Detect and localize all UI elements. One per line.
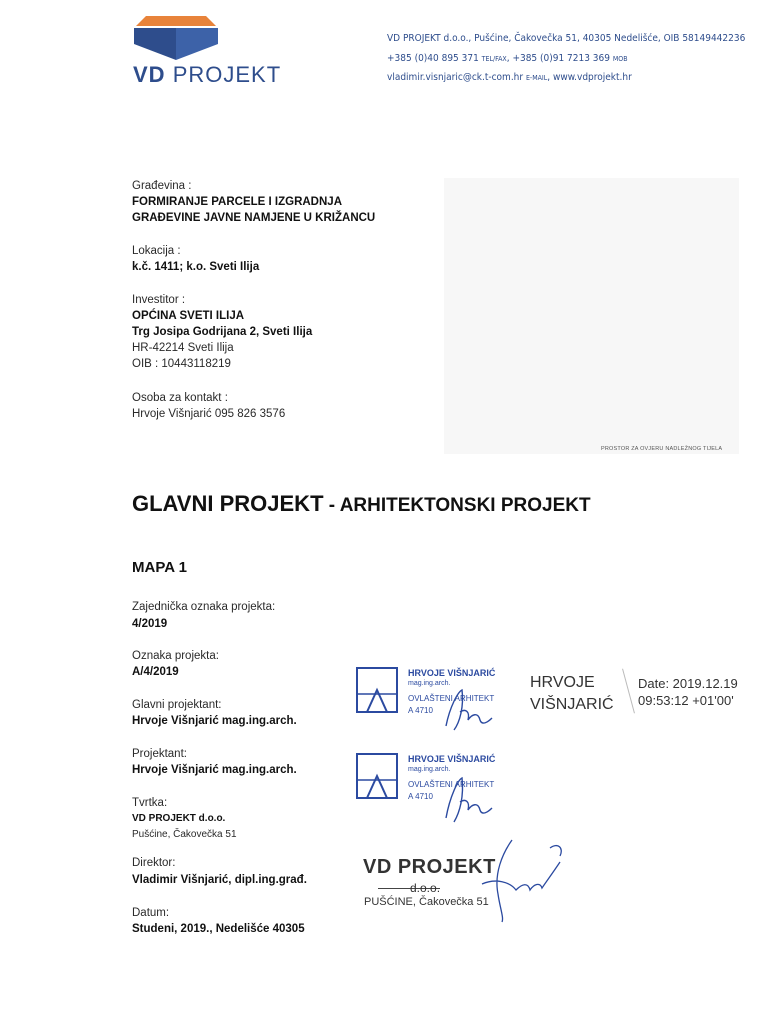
stamp2-num: A 4710: [408, 792, 433, 801]
stamp1-name: HRVOJE VIŠNJARIĆ: [408, 668, 496, 678]
director-signature-icon: [472, 834, 572, 924]
company-stamp-address: PUŠĆINE, Čakovečka 51: [364, 896, 489, 908]
kontakt-label: Osoba za kontakt :: [132, 392, 228, 404]
stamp2-auth: OVLAŠTENI ARHITEKT: [408, 780, 495, 789]
approval-stamp-caption: PROSTOR ZA OVJERU NADLEŽNOG TIJELA: [601, 446, 723, 452]
oznaka-projekta-value: A/4/2019: [132, 666, 179, 678]
direktor-value: Vladimir Višnjarić, dipl.ing.građ.: [132, 874, 307, 886]
signature-icon: [440, 686, 500, 736]
zajednicka-oznaka-label: Zajednička oznaka projekta:: [132, 601, 276, 613]
gradevina-line1: FORMIRANJE PARCELE I IZGRADNJA: [132, 196, 342, 208]
digital-signature-name: HRVOJE VIŠNJARIĆ: [530, 674, 614, 713]
projektant-value: Hrvoje Višnjarić mag.ing.arch.: [132, 764, 297, 776]
logo-wordmark: VD PROJEKT: [133, 62, 282, 87]
datum-value: Studeni, 2019., Nedelišće 40305: [132, 923, 305, 935]
vd-projekt-logo-icon: [132, 14, 220, 62]
architect-stamp-icon: [355, 752, 399, 802]
signature-icon: [440, 772, 500, 828]
tvrtka-address: Pušćine, Čakovečka 51: [132, 829, 237, 840]
header-contact-line: vladimir.visnjaric@ck.t-com.hr E-MAIL, www.vdprojekt.hr: [387, 72, 632, 83]
stamp1-title: mag.ing.arch.: [408, 680, 451, 687]
investitor-city: HR-42214 Sveti Ilija: [132, 342, 234, 354]
lokacija-label: Lokacija :: [132, 245, 181, 257]
gradevina-label: Građevina :: [132, 180, 192, 192]
glavni-projektant-value: Hrvoje Višnjarić mag.ing.arch.: [132, 715, 297, 727]
zajednicka-oznaka-value: 4/2019: [132, 618, 168, 630]
digital-signature-divider: [622, 669, 635, 714]
company-stamp-doo: d.o.o.: [410, 881, 441, 895]
stamp1-auth: OVLAŠTENI ARHITEKT: [408, 694, 495, 703]
architect-stamp-icon: [355, 666, 399, 716]
document-title: GLAVNI PROJEKT - ARHITEKTONSKI PROJEKT: [132, 491, 591, 516]
kontakt-value: Hrvoje Višnjarić 095 826 3576: [132, 408, 286, 420]
mapa-heading: MAPA 1: [132, 559, 188, 576]
company-stamp-name: VD PROJEKT: [363, 856, 496, 878]
gradevina-line2: GRAĐEVINE JAVNE NAMJENE U KRIŽANCU: [132, 212, 376, 224]
stamp2-title: mag.ing.arch.: [408, 766, 451, 773]
investitor-address: Trg Josipa Godrijana 2, Sveti Ilija: [132, 326, 313, 338]
investitor-oib: OIB : 10443118219: [132, 358, 231, 370]
investitor-name: OPĆINA SVETI ILIJA: [132, 310, 245, 322]
stamp1-num: A 4710: [408, 706, 433, 715]
lokacija-value: k.č. 1411; k.o. Sveti Ilija: [132, 261, 260, 273]
projektant-label: Projektant:: [132, 748, 187, 760]
datum-label: Datum:: [132, 907, 170, 919]
tvrtka-value: VD PROJEKT d.o.o.: [132, 813, 226, 824]
investitor-label: Investitor :: [132, 294, 186, 306]
digital-signature-date: Date: 2019.12.19 09:53:12 +01'00': [638, 676, 738, 708]
header-company-line: VD PROJEKT d.o.o., Pušćine, Čakovečka 51, 40305 Nedelišće, OIB 58149442236: [387, 33, 746, 44]
approval-stamp-area: [444, 178, 739, 454]
stamp2-name: HRVOJE VIŠNJARIĆ: [408, 754, 496, 764]
header-phone-line: +385 (0)40 895 371 TEL/FAX, +385 (0)91 7213 369 MOB: [387, 53, 628, 64]
tvrtka-label: Tvrtka:: [132, 797, 168, 809]
glavni-projektant-label: Glavni projektant:: [132, 699, 222, 711]
oznaka-projekta-label: Oznaka projekta:: [132, 650, 219, 662]
direktor-label: Direktor:: [132, 857, 176, 869]
